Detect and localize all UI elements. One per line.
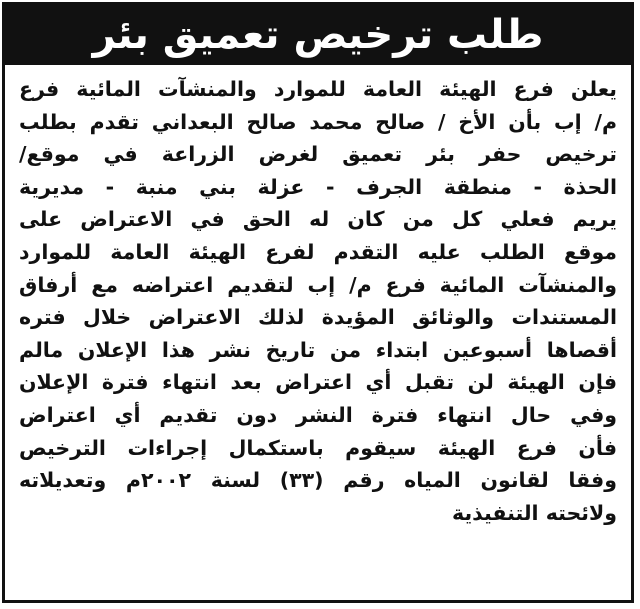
notice-line: يريم فعلي كل من كان له الحق في الاعتراض على (19, 207, 617, 232)
notice-title: طلب ترخيص تعميق بئر (5, 5, 631, 65)
notice-line: م/ إب بأن الأخ / صالح محمد صالح البعداني تقدم بطلب (19, 109, 617, 134)
notice-line: موقع الطلب عليه التقدم لفرع الهيئة العامة للموارد (19, 239, 617, 264)
notice-line: وفقا لقانون المياه رقم (٣٣) لسنة ٢٠٠٢م وتعديلاته (19, 468, 617, 493)
notice-line: فأن فرع الهيئة سيقوم باستكمال إجراءات الترخيص (19, 435, 617, 460)
notice-line: والمنشآت المائية فرع م/ إب لتقديم اعتراضه مع أرفاق (19, 272, 617, 297)
notice-line-last: ولائحته التنفيذية (452, 500, 617, 525)
notice-line: المستندات والوثائق المؤيدة لذلك الاعتراض خلال فتره (19, 305, 617, 330)
notice-line: وفي حال انتهاء فترة النشر دون تقديم أي اعتراض (19, 402, 617, 427)
notice-line: يعلن فرع الهيئة العامة للموارد والمنشآت المائية فرع (19, 77, 617, 101)
notice-line: ترخيص حفر بئر تعميق لغرض الزراعة في موقع/ (19, 142, 617, 167)
notice-line: أقصاها أسبوعين ابتداء من تاريخ نشر هذا الإعلان مالم (19, 337, 617, 362)
notice-line: الحذة - منطقة الجرف - عزلة بني منبة - مديرية (19, 174, 617, 199)
notice-body (19, 73, 617, 592)
notice-frame (2, 2, 634, 603)
notice-line: فإن الهيئة لن تقبل أي اعتراض بعد انتهاء فترة الإعلان (19, 370, 617, 395)
